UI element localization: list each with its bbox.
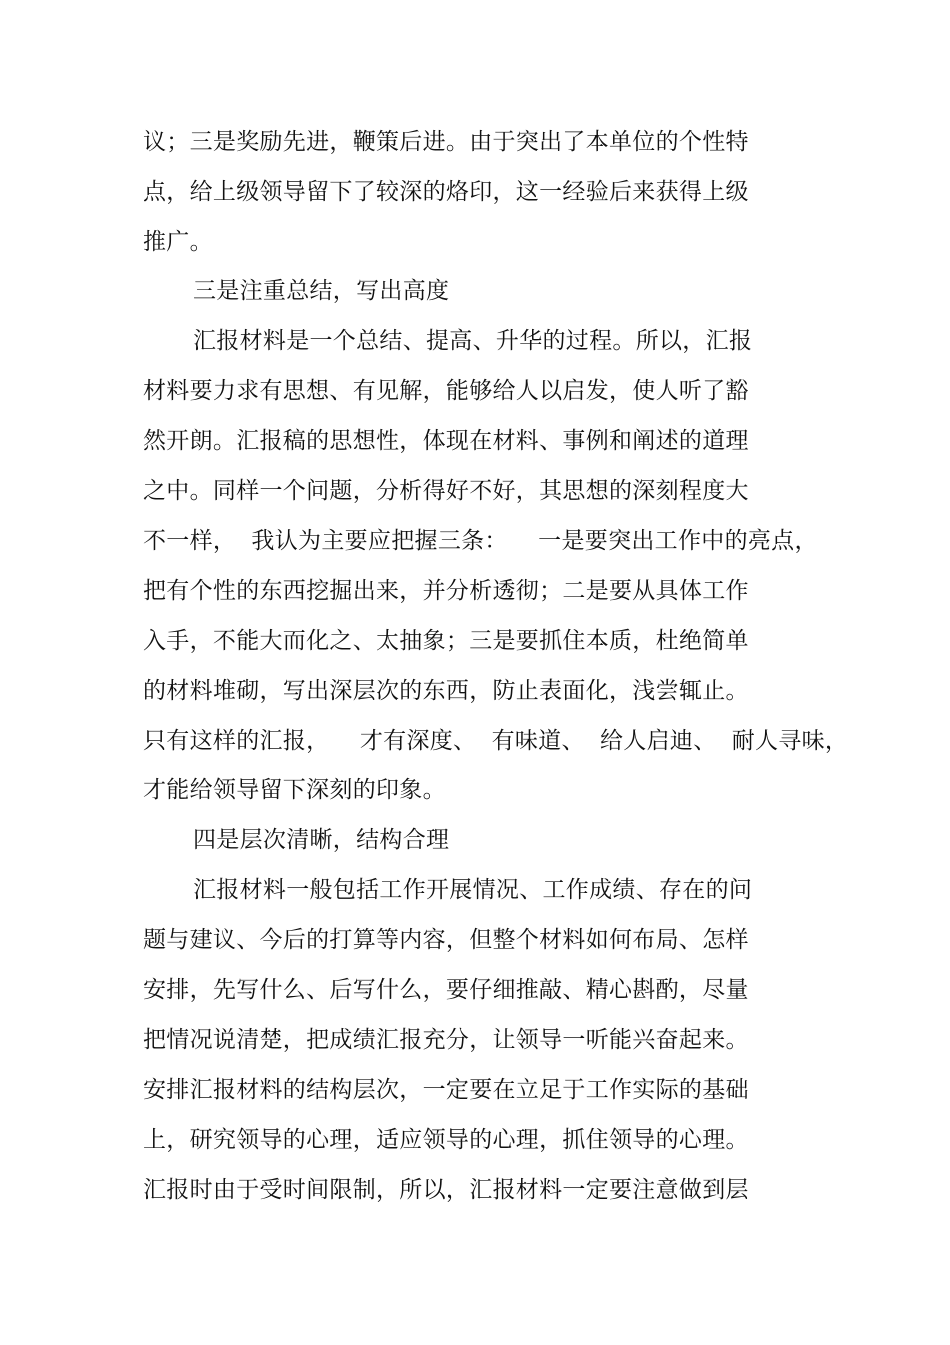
text-line: 只有这样的汇报， 才有深度、 有味道、 给人启迪、 耐人寻味， [143,728,849,754]
text-line: 才能给领导留下深刻的印象。 [143,777,446,803]
text-line: 汇报材料是一个总结、提高、升华的过程。所以，汇报 [193,328,753,354]
text-line: 安排汇报材料的结构层次，一定要在立足于工作实际的基础 [143,1077,749,1103]
text-line: 入手，不能大而化之、太抽象；三是要抓住本质，杜绝简单 [143,628,749,654]
text-line: 不一样， 我认为主要应把握三条： 一是要突出工作中的亮点， [143,528,818,554]
text-line: 上，研究领导的心理，适应领导的心理，抓住领导的心理。 [143,1127,749,1153]
text-line: 把有个性的东西挖掘出来，并分析透彻；二是要从具体工作 [143,578,749,604]
text-line: 把情况说清楚，把成绩汇报充分，让领导一听能兴奋起来。 [143,1027,749,1053]
section-heading: 三是注重总结，写出高度 [193,278,450,304]
text-line: 的材料堆砌，写出深层次的东西，防止表面化，浅尝辄止。 [143,678,749,704]
text-line: 汇报时由于受时间限制，所以，汇报材料一定要注意做到层 [143,1177,749,1203]
text-line: 然开朗。汇报稿的思想性，体现在材料、事例和阐述的道理 [143,428,749,454]
text-line: 议；三是奖励先进，鞭策后进。由于突出了本单位的个性特 [143,129,749,155]
text-line: 之中。同样一个问题，分析得好不好，其思想的深刻程度大 [143,478,749,504]
text-line: 汇报材料一般包括工作开展情况、工作成绩、存在的问 [193,877,753,903]
text-line: 点，给上级领导留下了较深的烙印，这一经验后来获得上级 [143,179,749,205]
text-line: 推广。 [143,229,213,255]
text-line: 题与建议、今后的打算等内容，但整个材料如何布局、怎样 [143,927,749,953]
text-line: 材料要力求有思想、有见解，能够给人以启发，使人听了豁 [143,378,749,404]
section-heading: 四是层次清晰，结构合理 [193,827,450,853]
text-line: 安排，先写什么、后写什么，要仔细推敲、精心斟酌，尽量 [143,977,749,1003]
